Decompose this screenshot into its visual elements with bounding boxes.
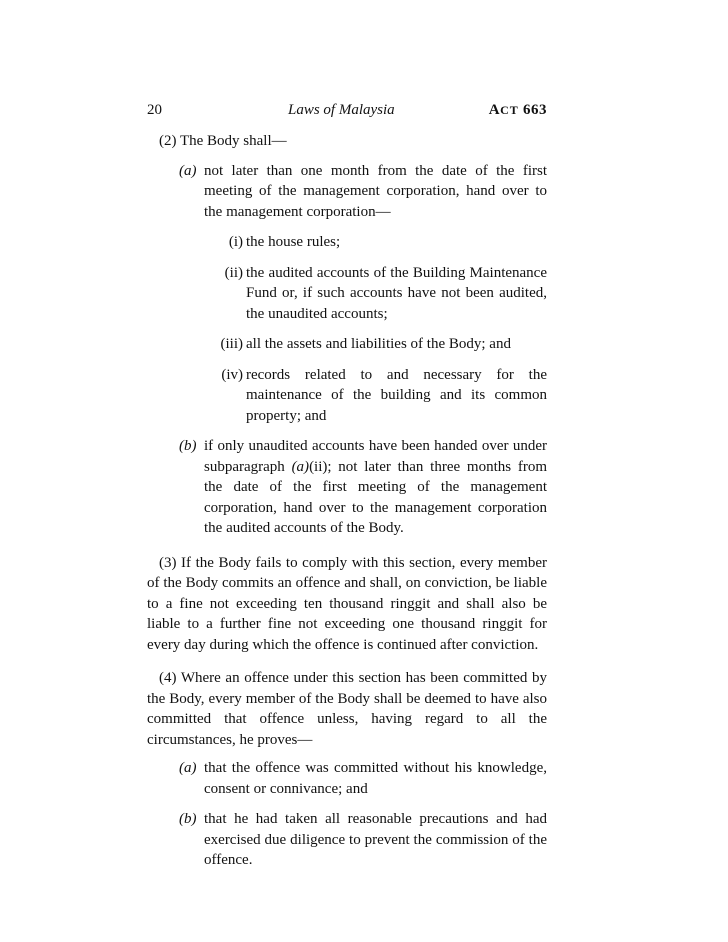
subparagraph-ii <box>147 263 547 325</box>
paragraph-label: (a) <box>179 760 197 776</box>
subparagraph-text: records related to and necessary for the maintenance of the building and its common property; and <box>246 366 547 424</box>
subparagraph-iv <box>147 365 547 427</box>
paragraph-label: (b) <box>179 811 197 827</box>
paragraph-2a <box>147 161 547 223</box>
act-prefix: A <box>488 102 501 118</box>
subparagraph-text: the audited accounts of the Building Maintenance Fund or, if such accounts have not been audited, the unaudited accounts; <box>246 264 547 322</box>
subparagraph-label: (i) <box>228 234 243 250</box>
paragraph-cross-reference: (a) <box>291 458 310 475</box>
paragraph-text: that he had taken all reasonable precautions and had exercised due diligence to prevent the commission of the offence. <box>204 811 547 868</box>
subparagraph-iii <box>147 334 547 355</box>
paragraph-text: not later than one month from the date of the first meeting of the management corporation, hand over to the management corporation— <box>204 162 547 220</box>
act-reference <box>489 102 547 119</box>
paragraph-text-part-1: if only unaudited accounts have been handed over under subparagraph <box>204 438 547 475</box>
subsection-2-intro: (2) The Body shall— <box>159 133 287 149</box>
act-smallcaps: CT <box>500 103 519 117</box>
subsection-4-intro: (4) Where an offence under this section has been committed by the Body, every member of the Body shall be deemed to have also committed that offence unless, having regard to all the circumstances, he proves— <box>147 670 547 748</box>
running-title: Laws of Malaysia <box>288 102 395 118</box>
paragraph-label: (b) <box>179 438 197 454</box>
subparagraph-text: the house rules; <box>246 234 341 250</box>
subparagraph-i <box>147 232 547 253</box>
paragraph-text: that the offence was committed without his knowledge, consent or connivance; and <box>204 760 547 797</box>
paragraph-text-part-2: (ii); not later than three months from the date of the first meeting of the management corporation, hand over to the management corporation the audited accounts of the Body. <box>204 458 547 536</box>
paragraph-label: (a) <box>179 162 197 179</box>
document-page <box>147 102 547 881</box>
paragraph-2b <box>147 436 547 539</box>
page-header <box>147 102 547 122</box>
page-number: 20 <box>147 102 162 118</box>
subparagraph-label: (ii) <box>224 264 243 281</box>
subsection-3: (3) If the Body fails to comply with this section, every member of the Body commits an offence and shall, on conviction, be liable to a fine not exceeding ten thousand ringgit and shall also be liable to a further fine not exceeding one thousand ringgit for every day during which the offence is continued after conviction. <box>147 554 547 653</box>
subparagraph-label: (iv) <box>221 366 243 383</box>
act-number: 663 <box>523 102 547 118</box>
paragraph-4a <box>147 758 547 799</box>
paragraph-4b <box>147 809 547 871</box>
subparagraph-text: all the assets and liabilities of the Body; and <box>246 336 511 352</box>
subparagraph-label: (iii) <box>220 336 243 352</box>
